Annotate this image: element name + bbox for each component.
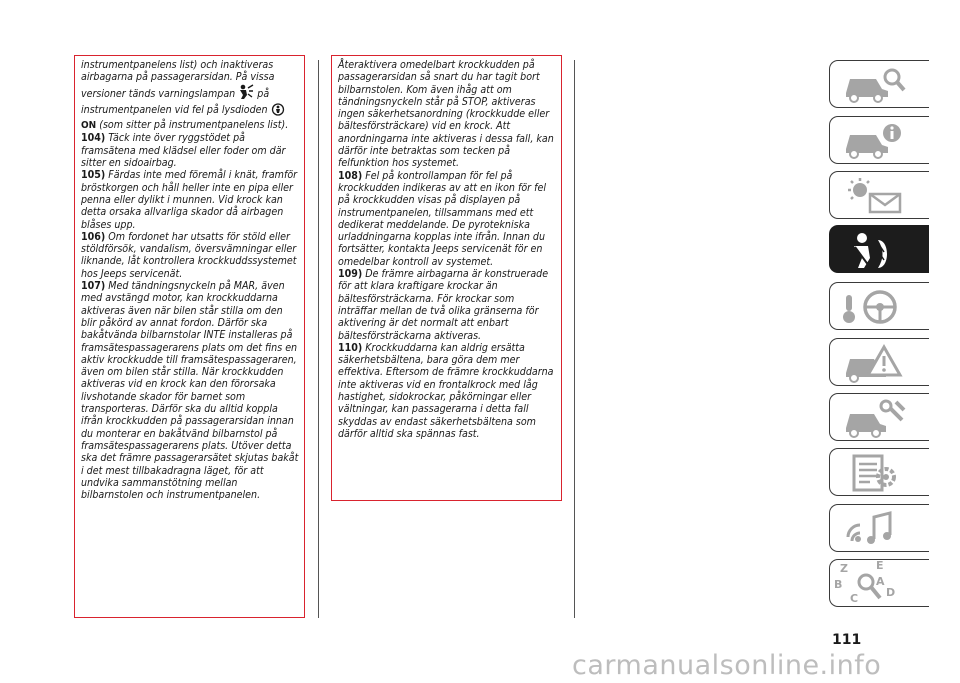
note-item [81,132,299,169]
tab-emergency[interactable] [829,338,929,386]
intro-text-3: (som sitter på instrumentpanelens list). [99,119,289,132]
note-number: 108) [338,169,363,182]
note-item [338,342,556,440]
index-letter: B [834,578,843,591]
emergency-icon [840,343,910,383]
tab-starting-driving[interactable] [829,282,929,330]
safety-airbag-icon [840,230,910,272]
warning-lights-icon [840,176,910,216]
note-number: 110) [338,341,363,354]
watermark: carmanualsonline.info [572,650,882,681]
index-letter: Z [840,562,848,575]
note-text: Om fordonet har utsatts för stöld eller stöldförsök, vandalism, översvämningar eller liknande, låt kontrollera krockkuddssystemet hos Jeeps servicenät. [81,230,297,280]
index-letter: D [886,586,896,599]
index-letter: C [850,592,859,604]
left-warning-box [74,55,305,618]
note-item [338,170,556,268]
page-number: 111 [832,632,862,648]
passenger-airbag-warning-icon [238,84,254,103]
passenger-airbag-off-icon [271,103,285,119]
note-text: De främre airbagarna är konstruerade för att klara kraftigare krockar än bältesförsträckarna. För krockar som inträffar mellan de två olika gränserna för aktivering är det normalt att enbart bältesförsträckarna aktiveras. [338,268,549,342]
note-item [338,268,556,342]
note-number: 104) [81,132,106,145]
tab-index[interactable] [829,559,929,607]
note-text: Fel på kontrollampan för fel på krockkudden indikeras av att en ikon för fel på krockkudden visas på displayen på instrumentpanelen, tillsammans med ett dedikerat meddelande. De pyrotekniska urladdningarna kopplas inte ifrån. Innan du fortsätter, kontakta Jeeps servicenät för en omedelbar kontroll av systemet. [338,169,546,268]
maintenance-icon [840,398,910,438]
index-letter: E [876,560,884,572]
note-item [81,231,299,280]
technical-data-icon [840,453,910,493]
intro-paragraph [81,59,299,132]
tab-vehicle-overview[interactable] [829,60,929,108]
note-number: 106) [81,230,106,243]
intro-text-1: instrumentpanelens list) och inaktiveras airbagarna på passagerarsidan. På vissa versioner tänds varningslampan [81,59,275,100]
multimedia-icon [840,509,910,549]
index-icon [832,560,912,604]
on-label: ON [81,120,97,132]
tab-technical-data[interactable] [829,448,929,496]
note-text: Med tändningsnyckeln på MAR, även med avstängd motor, kan krockkuddarna aktiveras även när bilen står stilla om den blir påkörd av annat fordon. Därför ska bakåtvända bilbarnstolar INTE installeras på framsätespassagerarens plats om det fins en aktiv krockkudde till framsätespassageraren, även om bilen står stilla. När krockkudden aktiveras vid en krock kan den förorsaka livshotande skador för barnet som transporteras. Därför ska du alltid koppla ifrån krockkudden på passagerarsidan innan du monterar en bakåtvänd bilbarnstol på framsätespassagerarens plats. Utöver detta ska det främre passagerarsätet skjutas bakåt i det mest tillbakadragna läget, för att undvika sammanstötning mellan bilbarnstolen och instrumentpanelen. [81,280,299,502]
column-divider [574,60,575,618]
tab-getting-to-know[interactable] [829,116,929,164]
tab-maintenance[interactable] [829,393,929,441]
note-number: 107) [81,280,106,293]
note-text: Täck inte över ryggstödet på framsätena med klädsel eller foder om där sitter en sidoairbag. [81,132,286,170]
note-text: Färdas inte med föremål i knät, framför bröstkorgen och håll heller inte en pipa eller penna eller dylikt i munnen. Vid krock kan detta orsaka allvarliga skador då airbagen blåses upp. [81,169,298,231]
intro-text-2: på instrumentpanelen vid fel på lysdioden [81,87,270,116]
tab-multimedia[interactable] [829,504,929,552]
note-number: 105) [81,169,106,182]
middle-warning-box [331,55,562,501]
index-letter: A [876,575,885,588]
note-text: Krockkuddarna kan aldrig ersätta säkerhetsbältena, bara göra dem mer effektiva. Eftersom de främre krockkuddarna inte aktiveras vid en frontalkrock med låg hastighet, sidokrockar, påkörningar eller vältningar, kan passagerarna i detta fall skyddas av endast säkerhetsbältena som därför alltid ska spännas fast. [338,341,554,440]
note-item [81,169,299,230]
car-info-icon [840,121,910,161]
intro-paragraph: Återaktivera omedelbart krockkudden på passagerarsidan så snart du har tagit bort bilbarnstolen. Kom även ihåg att om tändningsnyckeln står på STOP, aktiveras ingen säkerhetsanordning (krockkudde eller bältesförsträckare) vid en krock. Att anordningarna inte aktiveras i dessa fall, kan därför inte betraktas som tecken på felfunktion hos systemet. [338,59,554,170]
tab-safety[interactable] [829,225,929,273]
car-search-icon [840,65,910,105]
tab-warning-lights[interactable] [829,171,929,219]
note-item [81,280,299,501]
starting-driving-icon [840,287,910,327]
column-divider [318,60,319,618]
note-number: 109) [338,268,363,281]
